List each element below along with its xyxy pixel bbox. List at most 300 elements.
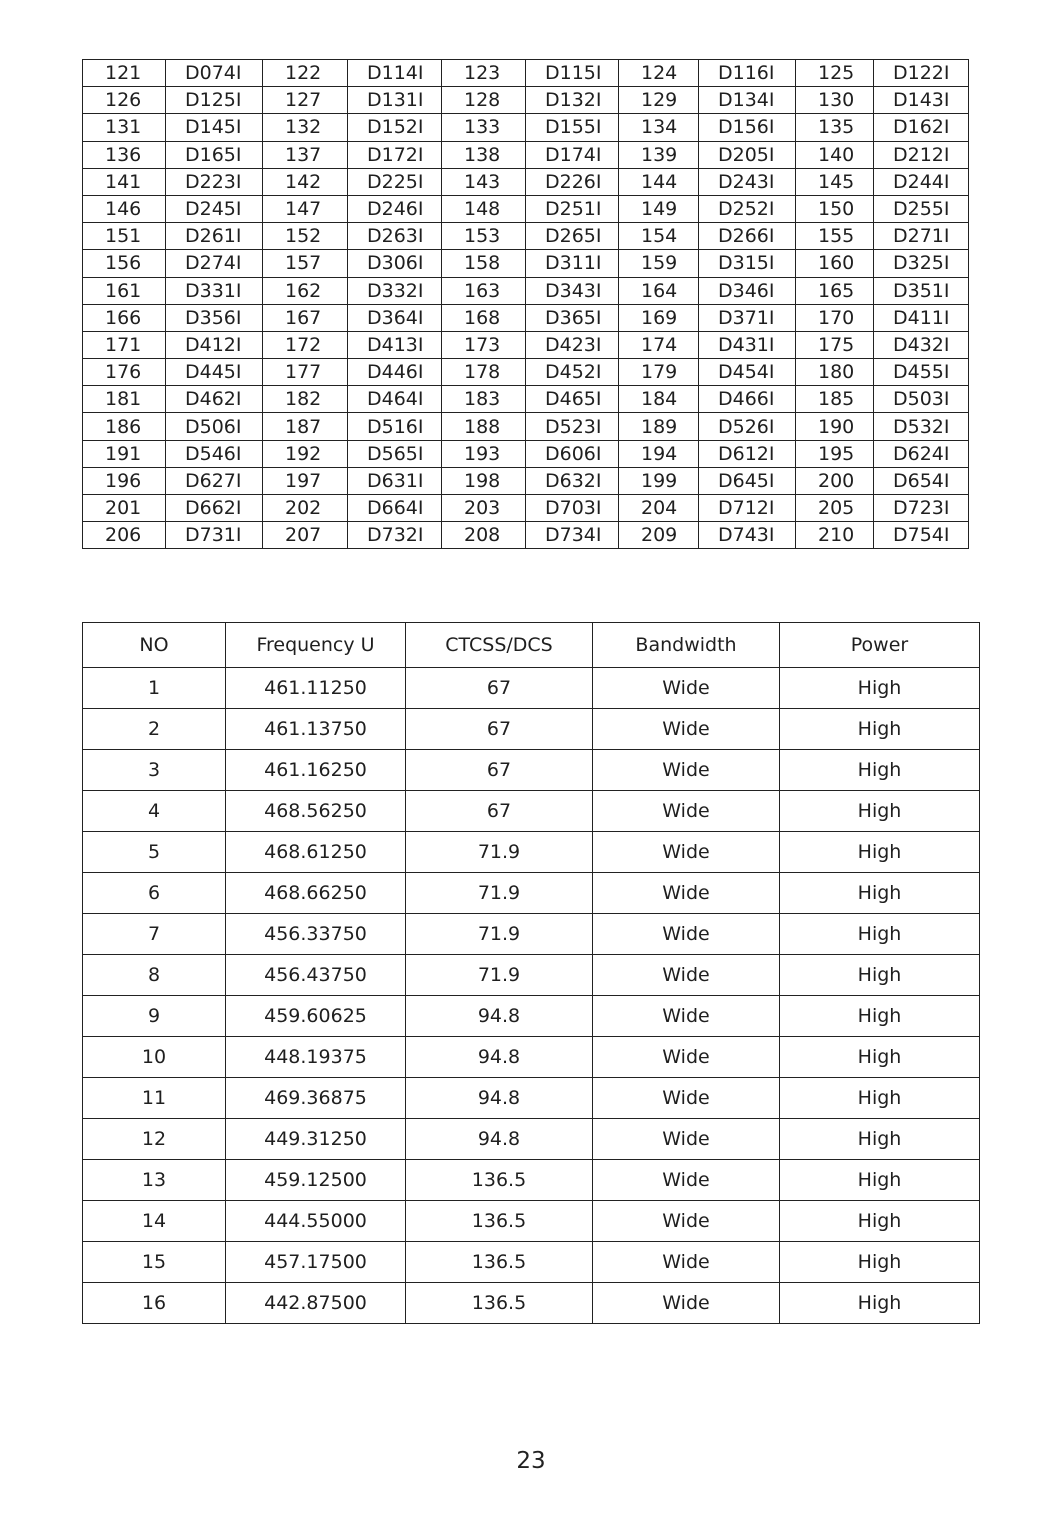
power-cell: High bbox=[780, 914, 980, 955]
power-cell: High bbox=[780, 996, 980, 1037]
ctcss-dcs-cell: 94.8 bbox=[406, 996, 593, 1037]
dcs-code-cell: D627I bbox=[166, 467, 263, 494]
dcs-code-cell: D265I bbox=[526, 223, 619, 250]
channel-table-row bbox=[83, 1160, 980, 1201]
channel-number-cell: 175 bbox=[796, 331, 874, 358]
dcs-table-row bbox=[83, 440, 969, 467]
no-cell: 2 bbox=[83, 709, 226, 750]
dcs-code-cell: D371I bbox=[699, 304, 796, 331]
channel-number-cell: 173 bbox=[442, 331, 526, 358]
channel-number-cell: 183 bbox=[442, 386, 526, 413]
frequency-cell: 449.31250 bbox=[226, 1119, 406, 1160]
channel-table-row bbox=[83, 996, 980, 1037]
ctcss-dcs-cell: 71.9 bbox=[406, 955, 593, 996]
dcs-code-cell: D155I bbox=[526, 114, 619, 141]
dcs-code-cell: D325I bbox=[874, 250, 969, 277]
channel-table-row bbox=[83, 668, 980, 709]
dcs-code-cell: D246I bbox=[348, 195, 442, 222]
ctcss-dcs-cell: 136.5 bbox=[406, 1283, 593, 1324]
header-power: Power bbox=[780, 623, 980, 668]
channel-number-cell: 192 bbox=[263, 440, 348, 467]
dcs-code-cell: D351I bbox=[874, 277, 969, 304]
frequency-cell: 456.33750 bbox=[226, 914, 406, 955]
dcs-code-cell: D145I bbox=[166, 114, 263, 141]
no-cell: 7 bbox=[83, 914, 226, 955]
channel-number-cell: 210 bbox=[796, 522, 874, 549]
dcs-table-row bbox=[83, 141, 969, 168]
no-cell: 8 bbox=[83, 955, 226, 996]
dcs-code-cell: D612I bbox=[699, 440, 796, 467]
channel-number-cell: 143 bbox=[442, 168, 526, 195]
dcs-code-cell: D212I bbox=[874, 141, 969, 168]
dcs-code-cell: D645I bbox=[699, 467, 796, 494]
dcs-code-cell: D452I bbox=[526, 359, 619, 386]
bandwidth-cell: Wide bbox=[593, 709, 780, 750]
no-cell: 4 bbox=[83, 791, 226, 832]
channel-table bbox=[82, 622, 980, 1324]
ctcss-dcs-cell: 136.5 bbox=[406, 1242, 593, 1283]
power-cell: High bbox=[780, 955, 980, 996]
channel-table-row bbox=[83, 873, 980, 914]
channel-number-cell: 158 bbox=[442, 250, 526, 277]
channel-number-cell: 125 bbox=[796, 60, 874, 87]
bandwidth-cell: Wide bbox=[593, 1283, 780, 1324]
channel-number-cell: 133 bbox=[442, 114, 526, 141]
ctcss-dcs-cell: 71.9 bbox=[406, 914, 593, 955]
no-cell: 1 bbox=[83, 668, 226, 709]
channel-number-cell: 201 bbox=[83, 495, 166, 522]
channel-number-cell: 186 bbox=[83, 413, 166, 440]
channel-number-cell: 185 bbox=[796, 386, 874, 413]
dcs-code-cell: D162I bbox=[874, 114, 969, 141]
dcs-code-cell: D662I bbox=[166, 495, 263, 522]
channel-number-cell: 195 bbox=[796, 440, 874, 467]
channel-number-cell: 140 bbox=[796, 141, 874, 168]
channel-number-cell: 149 bbox=[619, 195, 699, 222]
channel-number-cell: 178 bbox=[442, 359, 526, 386]
dcs-table-row bbox=[83, 168, 969, 195]
dcs-code-cell: D143I bbox=[874, 87, 969, 114]
channel-number-cell: 137 bbox=[263, 141, 348, 168]
dcs-code-cell: D411I bbox=[874, 304, 969, 331]
dcs-code-cell: D546I bbox=[166, 440, 263, 467]
dcs-code-cell: D306I bbox=[348, 250, 442, 277]
dcs-code-cell: D156I bbox=[699, 114, 796, 141]
dcs-code-cell: D523I bbox=[526, 413, 619, 440]
dcs-code-cell: D503I bbox=[874, 386, 969, 413]
frequency-cell: 444.55000 bbox=[226, 1201, 406, 1242]
dcs-table-row bbox=[83, 522, 969, 549]
no-cell: 13 bbox=[83, 1160, 226, 1201]
bandwidth-cell: Wide bbox=[593, 873, 780, 914]
dcs-code-cell: D506I bbox=[166, 413, 263, 440]
frequency-cell: 461.16250 bbox=[226, 750, 406, 791]
dcs-code-cell: D132I bbox=[526, 87, 619, 114]
channel-number-cell: 162 bbox=[263, 277, 348, 304]
channel-number-cell: 151 bbox=[83, 223, 166, 250]
channel-number-cell: 202 bbox=[263, 495, 348, 522]
no-cell: 14 bbox=[83, 1201, 226, 1242]
dcs-code-cell: D244I bbox=[874, 168, 969, 195]
dcs-table-row bbox=[83, 223, 969, 250]
bandwidth-cell: Wide bbox=[593, 1078, 780, 1119]
bandwidth-cell: Wide bbox=[593, 750, 780, 791]
ctcss-dcs-cell: 67 bbox=[406, 750, 593, 791]
header-ctcss-dcs: CTCSS/DCS bbox=[406, 623, 593, 668]
channel-number-cell: 148 bbox=[442, 195, 526, 222]
channel-number-cell: 193 bbox=[442, 440, 526, 467]
channel-number-cell: 134 bbox=[619, 114, 699, 141]
ctcss-dcs-cell: 136.5 bbox=[406, 1160, 593, 1201]
channel-number-cell: 157 bbox=[263, 250, 348, 277]
power-cell: High bbox=[780, 1078, 980, 1119]
channel-number-cell: 124 bbox=[619, 60, 699, 87]
bandwidth-cell: Wide bbox=[593, 914, 780, 955]
ctcss-dcs-cell: 67 bbox=[406, 791, 593, 832]
dcs-code-cell: D631I bbox=[348, 467, 442, 494]
bandwidth-cell: Wide bbox=[593, 832, 780, 873]
channel-number-cell: 199 bbox=[619, 467, 699, 494]
dcs-code-cell: D115I bbox=[526, 60, 619, 87]
channel-number-cell: 204 bbox=[619, 495, 699, 522]
no-cell: 12 bbox=[83, 1119, 226, 1160]
channel-table-row bbox=[83, 1242, 980, 1283]
channel-number-cell: 172 bbox=[263, 331, 348, 358]
channel-number-cell: 168 bbox=[442, 304, 526, 331]
dcs-table-row bbox=[83, 60, 969, 87]
channel-number-cell: 174 bbox=[619, 331, 699, 358]
channel-number-cell: 144 bbox=[619, 168, 699, 195]
dcs-code-cell: D365I bbox=[526, 304, 619, 331]
no-cell: 15 bbox=[83, 1242, 226, 1283]
dcs-code-cell: D364I bbox=[348, 304, 442, 331]
dcs-code-cell: D243I bbox=[699, 168, 796, 195]
ctcss-dcs-cell: 94.8 bbox=[406, 1078, 593, 1119]
channel-number-cell: 123 bbox=[442, 60, 526, 87]
frequency-cell: 448.19375 bbox=[226, 1037, 406, 1078]
header-bandwidth: Bandwidth bbox=[593, 623, 780, 668]
dcs-code-cell: D252I bbox=[699, 195, 796, 222]
dcs-code-cell: D454I bbox=[699, 359, 796, 386]
dcs-table-row bbox=[83, 277, 969, 304]
page-number: 23 bbox=[516, 1448, 546, 1474]
dcs-code-cell: D465I bbox=[526, 386, 619, 413]
dcs-code-cell: D455I bbox=[874, 359, 969, 386]
channel-number-cell: 136 bbox=[83, 141, 166, 168]
dcs-code-cell: D464I bbox=[348, 386, 442, 413]
channel-table-row bbox=[83, 791, 980, 832]
dcs-code-cell: D446I bbox=[348, 359, 442, 386]
channel-number-cell: 206 bbox=[83, 522, 166, 549]
dcs-code-cell: D731I bbox=[166, 522, 263, 549]
frequency-cell: 457.17500 bbox=[226, 1242, 406, 1283]
dcs-code-cell: D732I bbox=[348, 522, 442, 549]
frequency-cell: 468.66250 bbox=[226, 873, 406, 914]
power-cell: High bbox=[780, 1201, 980, 1242]
dcs-code-cell: D356I bbox=[166, 304, 263, 331]
ctcss-dcs-cell: 67 bbox=[406, 709, 593, 750]
dcs-code-cell: D165I bbox=[166, 141, 263, 168]
channel-number-cell: 198 bbox=[442, 467, 526, 494]
channel-number-cell: 141 bbox=[83, 168, 166, 195]
dcs-table-row bbox=[83, 331, 969, 358]
channel-number-cell: 169 bbox=[619, 304, 699, 331]
header-frequency: Frequency U bbox=[226, 623, 406, 668]
dcs-code-cell: D122I bbox=[874, 60, 969, 87]
power-cell: High bbox=[780, 832, 980, 873]
channel-number-cell: 132 bbox=[263, 114, 348, 141]
channel-table-row bbox=[83, 1283, 980, 1324]
dcs-code-cell: D734I bbox=[526, 522, 619, 549]
channel-number-cell: 187 bbox=[263, 413, 348, 440]
bandwidth-cell: Wide bbox=[593, 1242, 780, 1283]
bandwidth-cell: Wide bbox=[593, 955, 780, 996]
dcs-code-table bbox=[82, 59, 969, 549]
channel-number-cell: 156 bbox=[83, 250, 166, 277]
power-cell: High bbox=[780, 1160, 980, 1201]
channel-number-cell: 205 bbox=[796, 495, 874, 522]
channel-number-cell: 190 bbox=[796, 413, 874, 440]
channel-table-row bbox=[83, 1037, 980, 1078]
dcs-code-cell: D205I bbox=[699, 141, 796, 168]
frequency-cell: 469.36875 bbox=[226, 1078, 406, 1119]
channel-number-cell: 122 bbox=[263, 60, 348, 87]
channel-number-cell: 139 bbox=[619, 141, 699, 168]
channel-number-cell: 138 bbox=[442, 141, 526, 168]
dcs-code-cell: D712I bbox=[699, 495, 796, 522]
dcs-code-cell: D261I bbox=[166, 223, 263, 250]
dcs-code-cell: D226I bbox=[526, 168, 619, 195]
ctcss-dcs-cell: 67 bbox=[406, 668, 593, 709]
channel-number-cell: 164 bbox=[619, 277, 699, 304]
dcs-code-cell: D413I bbox=[348, 331, 442, 358]
channel-number-cell: 152 bbox=[263, 223, 348, 250]
channel-number-cell: 189 bbox=[619, 413, 699, 440]
dcs-code-cell: D526I bbox=[699, 413, 796, 440]
bandwidth-cell: Wide bbox=[593, 668, 780, 709]
channel-number-cell: 208 bbox=[442, 522, 526, 549]
dcs-code-cell: D431I bbox=[699, 331, 796, 358]
dcs-code-cell: D432I bbox=[874, 331, 969, 358]
dcs-table-row bbox=[83, 467, 969, 494]
dcs-code-cell: D263I bbox=[348, 223, 442, 250]
dcs-code-cell: D664I bbox=[348, 495, 442, 522]
dcs-table-row bbox=[83, 250, 969, 277]
dcs-code-cell: D116I bbox=[699, 60, 796, 87]
no-cell: 3 bbox=[83, 750, 226, 791]
power-cell: High bbox=[780, 709, 980, 750]
bandwidth-cell: Wide bbox=[593, 1119, 780, 1160]
dcs-code-cell: D311I bbox=[526, 250, 619, 277]
bandwidth-cell: Wide bbox=[593, 791, 780, 832]
channel-number-cell: 184 bbox=[619, 386, 699, 413]
channel-table-row bbox=[83, 1078, 980, 1119]
dcs-code-cell: D331I bbox=[166, 277, 263, 304]
channel-number-cell: 130 bbox=[796, 87, 874, 114]
channel-table-row bbox=[83, 1201, 980, 1242]
dcs-code-cell: D624I bbox=[874, 440, 969, 467]
dcs-code-cell: D125I bbox=[166, 87, 263, 114]
no-cell: 10 bbox=[83, 1037, 226, 1078]
no-cell: 9 bbox=[83, 996, 226, 1037]
channel-number-cell: 197 bbox=[263, 467, 348, 494]
dcs-code-cell: D255I bbox=[874, 195, 969, 222]
power-cell: High bbox=[780, 1119, 980, 1160]
channel-table-row bbox=[83, 750, 980, 791]
channel-number-cell: 153 bbox=[442, 223, 526, 250]
dcs-code-cell: D114I bbox=[348, 60, 442, 87]
bandwidth-cell: Wide bbox=[593, 1037, 780, 1078]
dcs-code-cell: D074I bbox=[166, 60, 263, 87]
ctcss-dcs-cell: 94.8 bbox=[406, 1037, 593, 1078]
bandwidth-cell: Wide bbox=[593, 996, 780, 1037]
dcs-code-cell: D423I bbox=[526, 331, 619, 358]
channel-number-cell: 181 bbox=[83, 386, 166, 413]
channel-number-cell: 155 bbox=[796, 223, 874, 250]
channel-number-cell: 170 bbox=[796, 304, 874, 331]
channel-number-cell: 191 bbox=[83, 440, 166, 467]
no-cell: 11 bbox=[83, 1078, 226, 1119]
channel-number-cell: 163 bbox=[442, 277, 526, 304]
channel-number-cell: 135 bbox=[796, 114, 874, 141]
dcs-code-cell: D703I bbox=[526, 495, 619, 522]
channel-number-cell: 161 bbox=[83, 277, 166, 304]
dcs-code-cell: D174I bbox=[526, 141, 619, 168]
dcs-table-row bbox=[83, 359, 969, 386]
channel-number-cell: 147 bbox=[263, 195, 348, 222]
channel-number-cell: 196 bbox=[83, 467, 166, 494]
dcs-code-cell: D225I bbox=[348, 168, 442, 195]
channel-number-cell: 150 bbox=[796, 195, 874, 222]
channel-number-cell: 159 bbox=[619, 250, 699, 277]
dcs-code-cell: D632I bbox=[526, 467, 619, 494]
dcs-code-cell: D346I bbox=[699, 277, 796, 304]
dcs-code-cell: D743I bbox=[699, 522, 796, 549]
channel-table-row bbox=[83, 832, 980, 873]
channel-number-cell: 203 bbox=[442, 495, 526, 522]
channel-table-row bbox=[83, 1119, 980, 1160]
ctcss-dcs-cell: 94.8 bbox=[406, 1119, 593, 1160]
dcs-code-cell: D445I bbox=[166, 359, 263, 386]
dcs-code-cell: D271I bbox=[874, 223, 969, 250]
dcs-table-row bbox=[83, 386, 969, 413]
channel-number-cell: 167 bbox=[263, 304, 348, 331]
channel-number-cell: 121 bbox=[83, 60, 166, 87]
power-cell: High bbox=[780, 791, 980, 832]
dcs-code-cell: D565I bbox=[348, 440, 442, 467]
channel-number-cell: 188 bbox=[442, 413, 526, 440]
dcs-table-row bbox=[83, 495, 969, 522]
frequency-cell: 459.12500 bbox=[226, 1160, 406, 1201]
channel-table-row bbox=[83, 709, 980, 750]
channel-number-cell: 176 bbox=[83, 359, 166, 386]
dcs-code-cell: D274I bbox=[166, 250, 263, 277]
bandwidth-cell: Wide bbox=[593, 1201, 780, 1242]
dcs-code-cell: D251I bbox=[526, 195, 619, 222]
dcs-table-row bbox=[83, 87, 969, 114]
power-cell: High bbox=[780, 873, 980, 914]
dcs-code-cell: D462I bbox=[166, 386, 263, 413]
ctcss-dcs-cell: 71.9 bbox=[406, 873, 593, 914]
ctcss-dcs-cell: 136.5 bbox=[406, 1201, 593, 1242]
channel-number-cell: 171 bbox=[83, 331, 166, 358]
dcs-code-cell: D343I bbox=[526, 277, 619, 304]
channel-number-cell: 127 bbox=[263, 87, 348, 114]
dcs-code-cell: D723I bbox=[874, 495, 969, 522]
dcs-code-cell: D172I bbox=[348, 141, 442, 168]
power-cell: High bbox=[780, 1242, 980, 1283]
dcs-code-cell: D466I bbox=[699, 386, 796, 413]
dcs-code-cell: D134I bbox=[699, 87, 796, 114]
dcs-table-row bbox=[83, 304, 969, 331]
power-cell: High bbox=[780, 668, 980, 709]
channel-table-row bbox=[83, 914, 980, 955]
dcs-code-cell: D266I bbox=[699, 223, 796, 250]
dcs-table-row bbox=[83, 114, 969, 141]
dcs-table-row bbox=[83, 413, 969, 440]
no-cell: 5 bbox=[83, 832, 226, 873]
channel-number-cell: 145 bbox=[796, 168, 874, 195]
no-cell: 6 bbox=[83, 873, 226, 914]
power-cell: High bbox=[780, 1283, 980, 1324]
channel-number-cell: 177 bbox=[263, 359, 348, 386]
channel-number-cell: 154 bbox=[619, 223, 699, 250]
bandwidth-cell: Wide bbox=[593, 1160, 780, 1201]
frequency-cell: 456.43750 bbox=[226, 955, 406, 996]
channel-number-cell: 131 bbox=[83, 114, 166, 141]
dcs-code-cell: D606I bbox=[526, 440, 619, 467]
frequency-cell: 468.61250 bbox=[226, 832, 406, 873]
channel-number-cell: 179 bbox=[619, 359, 699, 386]
dcs-code-cell: D754I bbox=[874, 522, 969, 549]
channel-number-cell: 200 bbox=[796, 467, 874, 494]
dcs-code-cell: D152I bbox=[348, 114, 442, 141]
channel-number-cell: 209 bbox=[619, 522, 699, 549]
channel-number-cell: 165 bbox=[796, 277, 874, 304]
channel-number-cell: 182 bbox=[263, 386, 348, 413]
channel-number-cell: 207 bbox=[263, 522, 348, 549]
dcs-code-cell: D654I bbox=[874, 467, 969, 494]
channel-number-cell: 126 bbox=[83, 87, 166, 114]
channel-number-cell: 166 bbox=[83, 304, 166, 331]
frequency-cell: 468.56250 bbox=[226, 791, 406, 832]
frequency-cell: 459.60625 bbox=[226, 996, 406, 1037]
no-cell: 16 bbox=[83, 1283, 226, 1324]
ctcss-dcs-cell: 71.9 bbox=[406, 832, 593, 873]
dcs-code-cell: D516I bbox=[348, 413, 442, 440]
header-no: NO bbox=[83, 623, 226, 668]
dcs-code-cell: D332I bbox=[348, 277, 442, 304]
dcs-code-cell: D412I bbox=[166, 331, 263, 358]
frequency-cell: 442.87500 bbox=[226, 1283, 406, 1324]
power-cell: High bbox=[780, 750, 980, 791]
channel-number-cell: 142 bbox=[263, 168, 348, 195]
dcs-table-row bbox=[83, 195, 969, 222]
channel-number-cell: 194 bbox=[619, 440, 699, 467]
frequency-cell: 461.13750 bbox=[226, 709, 406, 750]
dcs-code-cell: D315I bbox=[699, 250, 796, 277]
dcs-code-cell: D532I bbox=[874, 413, 969, 440]
channel-table-row bbox=[83, 955, 980, 996]
dcs-code-cell: D131I bbox=[348, 87, 442, 114]
channel-number-cell: 128 bbox=[442, 87, 526, 114]
channel-number-cell: 180 bbox=[796, 359, 874, 386]
channel-number-cell: 129 bbox=[619, 87, 699, 114]
channel-number-cell: 146 bbox=[83, 195, 166, 222]
dcs-code-cell: D223I bbox=[166, 168, 263, 195]
channel-number-cell: 160 bbox=[796, 250, 874, 277]
power-cell: High bbox=[780, 1037, 980, 1078]
